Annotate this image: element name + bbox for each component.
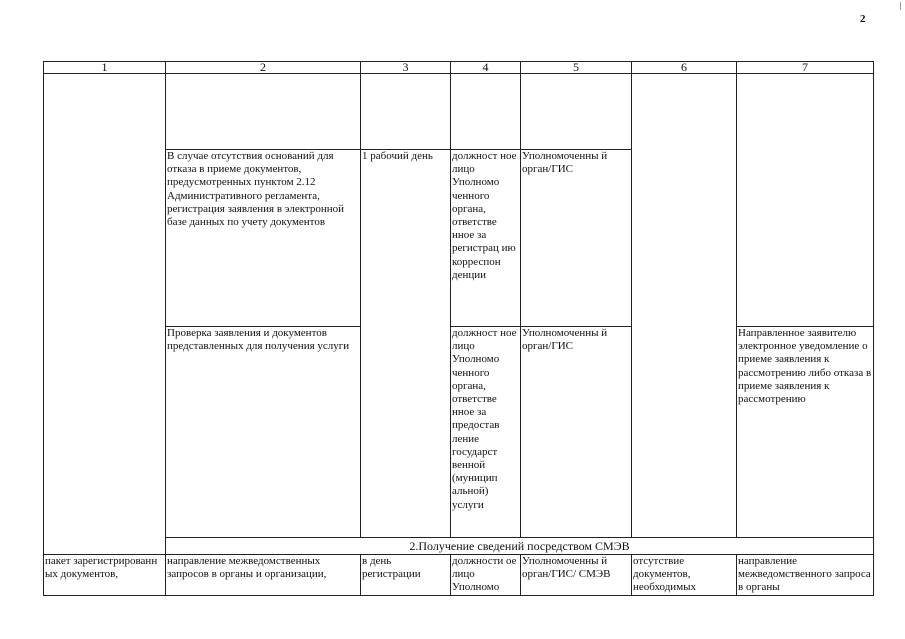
registration-responsible-cell: должност ное лицо Уполномо ченного органа, ответстве нное за регистрац ию корреспон денции [451, 150, 521, 327]
smev-action-cell: направление межведомственных запросов в органы и организации, [166, 555, 361, 596]
check-result-cell: Направленное заявителю электронное уведомление о приеме заявления к рассмотрению либо отказа в приеме заявления к рассмотрению [737, 327, 874, 538]
check-system-cell: Уполномоченны й орган/ГИС [521, 327, 632, 538]
registration-action-cell: В случае отсутствия оснований для отказа в приеме документов, предусмотренных пунктом 2.12 Административного регламента, регистрация заявления в электронной базе данных по учету документов [166, 150, 361, 327]
header-cell: 6 [632, 62, 737, 74]
table-row [44, 327, 874, 538]
registration-system-cell: Уполномоченны й орган/ГИС [521, 150, 632, 327]
header-cell: 1 [44, 62, 166, 74]
check-responsible-cell: должност ное лицо Уполномо ченного органа, ответстве нное за предостав ление государст венной (муницип альной) услуги [451, 327, 521, 538]
row-input-cell [44, 74, 166, 555]
row-empty-cell [166, 74, 361, 150]
smev-result-cell: направление межведомственного запроса в органы [737, 555, 874, 596]
smev-responsible-cell: должности ое лицо Уполномо [451, 555, 521, 596]
row-result-cell [737, 74, 874, 327]
row-empty-cell [361, 74, 451, 150]
table-row [44, 74, 874, 150]
table-header-row [44, 62, 874, 74]
check-action-cell: Проверка заявления и документов представленных для получения услуги [166, 327, 361, 538]
header-cell: 3 [361, 62, 451, 74]
smev-criteria-cell: отсутствие документов, необходимых [632, 555, 737, 596]
smev-term-cell: в день регистрации [361, 555, 451, 596]
table-row [44, 555, 874, 596]
header-cell: 7 [737, 62, 874, 74]
header-cell: 2 [166, 62, 361, 74]
header-cell: 5 [521, 62, 632, 74]
section-row [44, 538, 874, 555]
registration-term-cell: 1 рабочий день [361, 150, 451, 538]
smev-system-cell: Уполномоченны й орган/ГИС/ СМЭВ [521, 555, 632, 596]
row-empty-cell [451, 74, 521, 150]
edge-mark [900, 2, 901, 10]
page-number: 2 [860, 13, 866, 25]
row-empty-cell [521, 74, 632, 150]
header-cell: 4 [451, 62, 521, 74]
smev-input-cell: пакет зарегистрированн ых документов, [44, 555, 166, 596]
section-title: 2.Получение сведений посредством СМЭВ [166, 538, 874, 555]
row-criteria-cell [632, 74, 737, 538]
regulation-table [43, 61, 874, 596]
